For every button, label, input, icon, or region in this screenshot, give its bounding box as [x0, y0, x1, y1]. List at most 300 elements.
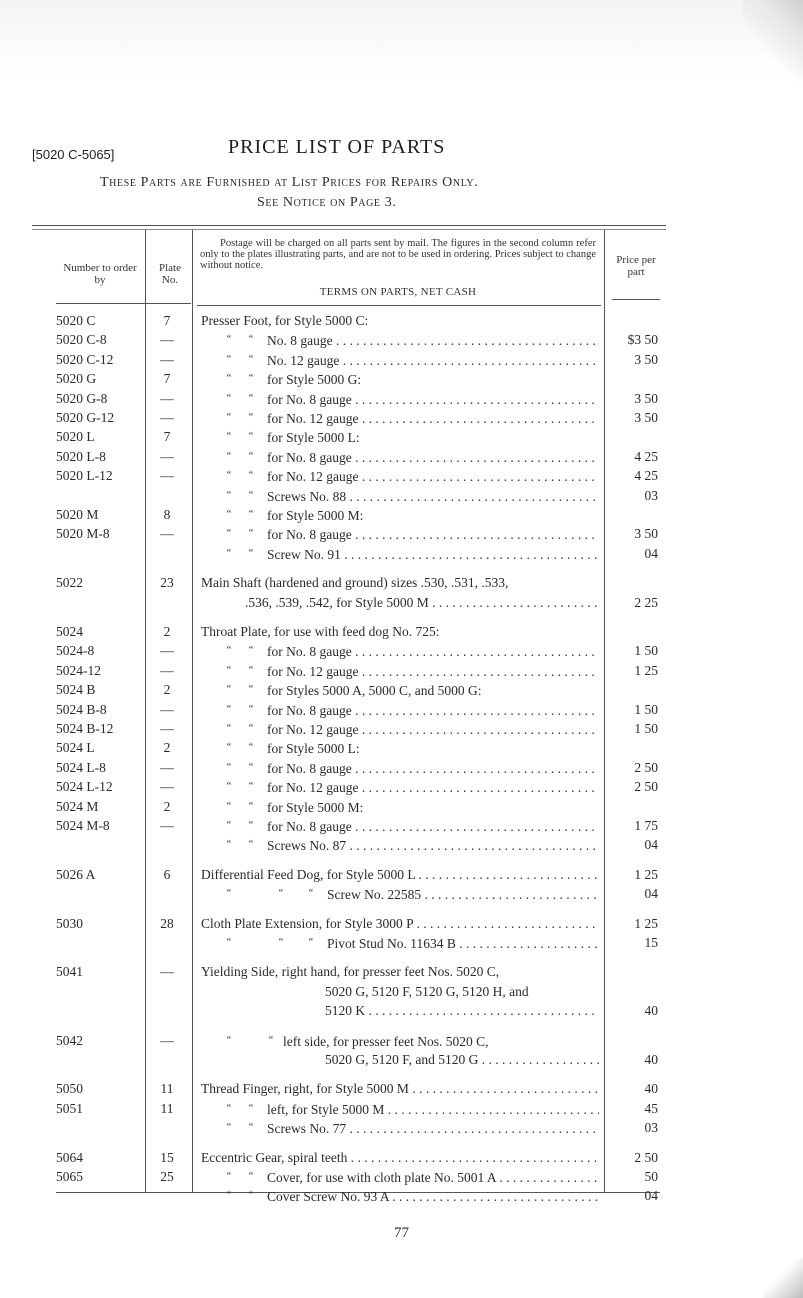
part-description: [201, 427, 599, 446]
leader-dots: [456, 936, 599, 951]
part-description: [201, 486, 599, 505]
description-text: for No. 12 gauge: [267, 469, 359, 485]
part-price: 3 50: [634, 390, 658, 406]
part-number: [56, 1050, 142, 1069]
part-description: [201, 389, 599, 408]
leader-dots: [415, 867, 599, 882]
ditto-mark: “: [226, 839, 232, 851]
plate-number: 8: [163, 507, 171, 522]
part-description: [201, 350, 599, 369]
part-description: [201, 1031, 599, 1050]
ditto-mark: “: [226, 353, 232, 365]
leader-dots: [358, 411, 599, 426]
ditto-mark: “: [248, 781, 254, 793]
ditto-mark: “: [248, 1102, 254, 1114]
part-price: 2 25: [634, 594, 658, 610]
part-description: [201, 835, 599, 854]
part-price: 1 75: [634, 818, 658, 833]
part-number: 5022: [56, 575, 83, 591]
ditto-mark: “: [248, 820, 254, 831]
plate-number: 2: [163, 624, 171, 639]
part-description: [201, 719, 599, 738]
part-description: [201, 1186, 599, 1205]
description-text: Thread Finger, right, for Style 5000 M: [201, 1081, 409, 1097]
description-text: Cover, for use with cloth plate No. 5001 A: [267, 1170, 496, 1185]
part-description: [201, 330, 599, 349]
ditto-mark: “: [226, 334, 232, 346]
description-text: for No. 8 gauge: [267, 760, 352, 776]
ditto-mark: “: [226, 373, 232, 385]
description-text: for No. 8 gauge: [267, 527, 352, 543]
part-price: [604, 573, 658, 592]
part-price: 1 25: [634, 866, 658, 882]
part-description: [201, 408, 599, 427]
part-number: 5020 M-8: [56, 526, 110, 542]
plate-number: [143, 933, 191, 952]
description-text: No. 12 gauge: [267, 352, 340, 368]
ditto-mark: “: [248, 723, 254, 734]
plate-number: —: [160, 964, 174, 980]
leader-dots: [346, 838, 599, 853]
ditto-mark: “: [226, 820, 232, 831]
part-price: 3 50: [634, 351, 658, 367]
description-text: for Style 5000 G:: [267, 372, 362, 388]
ditto-mark: “: [226, 489, 232, 501]
plate-number: —: [160, 721, 174, 736]
part-description: [201, 700, 599, 719]
ditto-mark: “: [226, 937, 232, 948]
description-text: for No. 12 gauge: [267, 722, 359, 737]
plate-number: —: [160, 448, 174, 464]
leader-dots: [352, 703, 599, 718]
ditto-mark: “: [248, 353, 254, 365]
part-number: 5024 B: [56, 682, 96, 698]
plate-number: —: [160, 332, 174, 348]
part-price: 04: [644, 545, 658, 561]
plate-number: 7: [163, 429, 171, 445]
part-number: [56, 544, 142, 563]
header-rule-price: [612, 299, 660, 300]
leader-dots: [421, 887, 599, 902]
part-number: 5024 L: [56, 740, 95, 756]
part-number: [56, 1186, 142, 1205]
part-description: [201, 680, 599, 699]
part-description: [201, 758, 599, 777]
part-number: 5024 B-12: [56, 721, 114, 736]
part-price: 03: [644, 487, 658, 503]
description-text: for Style 5000 M:: [267, 508, 364, 523]
part-number: 5024 M-8: [56, 818, 110, 833]
part-price: [604, 982, 658, 1001]
plate-number: 7: [163, 371, 171, 387]
part-price: 3 50: [634, 410, 658, 425]
ditto-mark: “: [248, 373, 254, 385]
header-rule-plate: [146, 303, 191, 304]
ditto-mark: “: [226, 1034, 232, 1046]
part-number: [56, 593, 142, 612]
part-price: 1 50: [634, 643, 658, 659]
part-description: [201, 573, 599, 592]
header-rule-desc: [197, 305, 601, 306]
part-number: 5020 G-12: [56, 410, 115, 425]
header-plate: Plate No.: [159, 262, 181, 286]
leader-dots: [352, 392, 599, 407]
part-number: [56, 835, 142, 854]
plate-number: —: [160, 701, 174, 717]
part-number: [56, 933, 142, 952]
plate-number: —: [160, 759, 174, 775]
ditto-mark: “: [226, 742, 232, 754]
leader-dots: [352, 644, 599, 659]
ditto-mark: “: [248, 528, 254, 540]
leader-dots: [389, 1189, 599, 1204]
ditto-mark: “: [248, 450, 254, 462]
ditto-mark: “: [248, 761, 254, 773]
ditto-mark: “: [226, 703, 232, 715]
part-range-label: [5020 C-5065]: [32, 147, 115, 162]
postage-notice: Postage will be charged on all parts sent by mail. The figures in the second column refer only to the plates illustrating parts, and are not to be used in ordering. Prices subject to change without notice.: [200, 238, 596, 271]
leader-dots: [429, 595, 599, 610]
part-number: 5020 C-12: [56, 351, 114, 367]
part-price: 40: [644, 1052, 658, 1067]
part-price: [604, 680, 658, 699]
description-text: left side, for presser feet Nos. 5020 C,: [283, 1033, 489, 1049]
top-rule: [32, 225, 666, 226]
plate-number: 25: [160, 1169, 174, 1184]
part-number: 5020 L: [56, 429, 95, 445]
ditto-mark: “: [248, 334, 254, 346]
description-text: Throat Plate, for use with feed dog No. 725:: [201, 624, 440, 639]
plate-number: [143, 1118, 191, 1137]
plate-number: —: [160, 526, 174, 542]
part-price: $3 50: [627, 332, 658, 348]
part-price: 45: [644, 1100, 658, 1116]
leader-dots: [358, 780, 599, 795]
part-price: [604, 1031, 658, 1050]
ditto-mark: “: [308, 888, 314, 900]
part-description: [201, 544, 599, 563]
description-text: Screws No. 88: [267, 488, 347, 504]
part-description: [201, 797, 599, 816]
description-text: Cloth Plate Extension, for Style 3000 P: [201, 915, 414, 931]
description-text: for No. 12 gauge: [267, 663, 359, 679]
part-number: [56, 1001, 142, 1020]
part-price: 4 25: [634, 448, 658, 464]
leader-dots: [352, 761, 599, 776]
leader-dots: [358, 664, 599, 679]
part-price: [604, 427, 658, 446]
part-number: 5024 B-8: [56, 701, 107, 717]
part-price: 3 50: [634, 526, 658, 542]
ditto-mark: “: [248, 547, 254, 559]
description-text: Cover Screw No. 93 A: [267, 1189, 389, 1205]
part-price: [604, 738, 658, 757]
description-text: for No. 8 gauge: [267, 644, 352, 660]
page-title: PRICE LIST OF PARTS: [228, 136, 446, 158]
leader-dots: [341, 547, 599, 562]
part-number: 5064: [56, 1149, 83, 1165]
part-description: [201, 447, 599, 466]
part-description: [201, 524, 599, 543]
ditto-mark: “: [248, 684, 254, 696]
part-description: [201, 466, 599, 485]
description-text: left, for Style 5000 M: [267, 1101, 385, 1117]
ditto-mark: “: [248, 1122, 254, 1134]
ditto-mark: “: [248, 742, 254, 754]
description-text: Main Shaft (hardened and ground) sizes .530, .531, .533,: [201, 575, 509, 591]
header-rule: [56, 303, 146, 304]
part-price: 1 50: [634, 701, 658, 717]
part-number: 5020 C: [56, 313, 96, 328]
header-price: Price per part: [616, 254, 656, 278]
leader-dots: [339, 353, 599, 368]
plate-number: 11: [160, 1100, 174, 1116]
leader-dots: [358, 469, 599, 484]
part-number: 5024: [56, 624, 83, 639]
part-price: 1 25: [634, 662, 658, 678]
part-price: 4 25: [634, 468, 658, 484]
ditto-mark: “: [226, 547, 232, 559]
ditto-mark: “: [248, 412, 254, 423]
part-number: 5020 G: [56, 371, 97, 387]
part-description: [201, 738, 599, 757]
leader-dots: [346, 1121, 599, 1136]
plate-number: —: [160, 662, 174, 678]
description-text: Screws No. 87: [267, 838, 347, 854]
part-description: [201, 1079, 599, 1098]
description-text: Differential Feed Dog, for Style 5000 L: [201, 866, 416, 882]
part-description: [201, 777, 599, 796]
description-text: .536, .539, .542, for Style 5000 M: [245, 594, 429, 610]
part-number: [56, 982, 142, 1001]
plate-number: [143, 1001, 191, 1020]
part-price: 03: [644, 1120, 658, 1136]
column-divider-2: [192, 230, 193, 1192]
plate-number: 7: [163, 313, 171, 328]
plate-number: —: [160, 390, 174, 406]
ditto-mark: “: [226, 1190, 232, 1202]
description-text: 5020 G, 5120 F, 5120 G, 5120 H, and: [325, 983, 529, 999]
part-number: 5024-12: [56, 662, 101, 678]
ditto-mark: “: [248, 664, 254, 676]
part-number: 5024 L-12: [56, 779, 113, 795]
leader-dots: [352, 527, 599, 542]
description-text: Screw No. 22585: [327, 887, 422, 903]
page-number: 77: [394, 1225, 409, 1241]
plate-number: [143, 1050, 191, 1069]
part-description: [201, 1001, 599, 1020]
ditto-mark: “: [226, 888, 232, 900]
part-description: [201, 1148, 599, 1167]
leader-dots: [347, 1150, 599, 1165]
part-description: [201, 933, 599, 952]
plate-number: 6: [163, 866, 171, 882]
part-number: 5042: [56, 1032, 83, 1048]
plate-number: —: [160, 818, 174, 833]
description-text: for No. 8 gauge: [267, 702, 352, 718]
part-price: 04: [644, 886, 658, 902]
page-corner-shadow-bottom: [763, 1258, 803, 1298]
description-text: Screw No. 91: [267, 546, 341, 562]
description-text: Pivot Stud No. 11634 B: [327, 936, 456, 951]
part-number: 5020 G-8: [56, 390, 108, 406]
part-description: [201, 1050, 599, 1069]
part-price: 2 50: [634, 759, 658, 775]
plate-number: —: [160, 410, 174, 425]
ditto-mark: “: [248, 509, 254, 520]
ditto-mark: “: [226, 470, 232, 482]
plate-number: —: [160, 643, 174, 659]
description-text: Eccentric Gear, spiral teeth: [201, 1149, 348, 1165]
part-price: 04: [644, 1188, 658, 1204]
part-price: [604, 962, 658, 981]
part-price: [604, 505, 658, 524]
ditto-mark: “: [226, 412, 232, 423]
description-text: for Style 5000 L:: [267, 741, 360, 757]
part-number: 5020 L-12: [56, 468, 113, 484]
part-number: 5020 L-8: [56, 448, 106, 464]
part-description: [201, 865, 599, 884]
part-price: 1 25: [634, 915, 658, 931]
plate-number: 11: [160, 1081, 174, 1097]
part-description: [201, 1099, 599, 1118]
part-price: 1 50: [634, 721, 658, 736]
ditto-mark: “: [248, 839, 254, 851]
page-corner-shadow: [743, 0, 803, 90]
part-description: [201, 369, 599, 388]
part-description: [201, 1167, 599, 1186]
leader-dots: [384, 1102, 599, 1117]
part-price: [604, 797, 658, 816]
plate-number: 23: [160, 575, 174, 591]
part-number: 5030: [56, 915, 83, 931]
leader-dots: [413, 916, 599, 931]
ditto-mark: “: [226, 645, 232, 657]
part-description: [201, 641, 599, 660]
plate-number: —: [160, 1032, 174, 1048]
plate-number: [143, 544, 191, 563]
description-text: No. 8 gauge: [267, 333, 333, 349]
leader-dots: [352, 819, 599, 834]
part-description: [201, 982, 599, 1001]
leader-dots: [409, 1081, 599, 1096]
ditto-mark: “: [226, 392, 232, 404]
leader-dots: [358, 722, 599, 737]
plate-number: 2: [163, 682, 171, 698]
ditto-mark: “: [268, 1034, 274, 1046]
ditto-mark: “: [226, 723, 232, 734]
part-number: 5041: [56, 964, 83, 980]
ditto-mark: “: [308, 937, 314, 948]
ditto-mark: “: [248, 1171, 254, 1182]
leader-dots: [365, 1003, 599, 1018]
part-description: [201, 505, 599, 524]
part-number: 5051: [56, 1100, 83, 1116]
ditto-mark: “: [226, 1102, 232, 1114]
header-number: Number to order by: [63, 262, 137, 286]
part-number: [56, 486, 142, 505]
description-text: Presser Foot, for Style 5000 C:: [201, 313, 369, 328]
plate-number: —: [160, 351, 174, 367]
plate-number: [143, 884, 191, 903]
part-number: 5065: [56, 1169, 83, 1184]
part-description: [201, 661, 599, 680]
plate-number: 2: [163, 798, 171, 814]
ditto-mark: “: [248, 392, 254, 404]
ditto-mark: “: [226, 1171, 232, 1182]
part-number: 5024 L-8: [56, 759, 106, 775]
ditto-mark: “: [248, 1190, 254, 1202]
description-text: for No. 8 gauge: [267, 449, 352, 465]
part-price: [604, 369, 658, 388]
leader-dots: [333, 333, 599, 348]
ditto-mark: “: [248, 800, 254, 812]
part-number: [56, 884, 142, 903]
plate-number: 2: [163, 740, 171, 756]
part-description: [201, 962, 599, 981]
plate-number: 28: [160, 915, 174, 931]
ditto-mark: “: [226, 431, 232, 443]
description-text: for No. 12 gauge: [267, 411, 359, 426]
part-price: 2 50: [634, 779, 658, 795]
description-text: 5120 K: [325, 1003, 366, 1019]
part-price: 2 50: [634, 1149, 658, 1165]
plate-number: 15: [160, 1149, 174, 1165]
part-price: 15: [644, 935, 658, 950]
leader-dots: [478, 1052, 599, 1067]
part-description: [201, 914, 599, 933]
ditto-mark: “: [248, 431, 254, 443]
plate-number: [143, 593, 191, 612]
leader-dots: [352, 450, 599, 465]
ditto-mark: “: [226, 1122, 232, 1134]
description-text: for No. 8 gauge: [267, 391, 352, 407]
part-description: [201, 816, 599, 835]
part-description: [201, 884, 599, 903]
description-text: for Styles 5000 A, 5000 C, and 5000 G:: [267, 683, 482, 699]
plate-number: [143, 982, 191, 1001]
part-price: 40: [644, 1081, 658, 1097]
subtitle-notice: See Notice on Page 3.: [257, 195, 397, 210]
ditto-mark: “: [226, 684, 232, 696]
leader-dots: [496, 1170, 599, 1185]
ditto-mark: “: [226, 509, 232, 520]
ditto-mark: “: [248, 489, 254, 501]
part-number: 5024 M: [56, 798, 99, 814]
plate-number: [143, 835, 191, 854]
ditto-mark: “: [226, 781, 232, 793]
terms-notice: TERMS ON PARTS, NET CASH: [319, 286, 477, 298]
part-description: [201, 622, 599, 641]
plate-number: —: [160, 779, 174, 795]
part-number: 5020 M: [56, 507, 99, 522]
part-description: [201, 593, 599, 612]
plate-number: [143, 486, 191, 505]
part-number: [56, 1118, 142, 1137]
description-text: Yielding Side, right hand, for presser feet Nos. 5020 C,: [201, 964, 500, 980]
part-description: [201, 311, 599, 330]
part-number: 5024-8: [56, 643, 95, 659]
plate-number: [143, 1186, 191, 1205]
part-number: 5020 C-8: [56, 332, 107, 348]
ditto-mark: “: [248, 470, 254, 482]
ditto-mark: “: [278, 888, 284, 900]
part-number: 5050: [56, 1081, 83, 1097]
leader-dots: [346, 489, 599, 504]
description-text: for No. 8 gauge: [267, 819, 352, 834]
description-text: for Style 5000 M:: [267, 799, 364, 815]
part-price: 40: [644, 1003, 658, 1019]
